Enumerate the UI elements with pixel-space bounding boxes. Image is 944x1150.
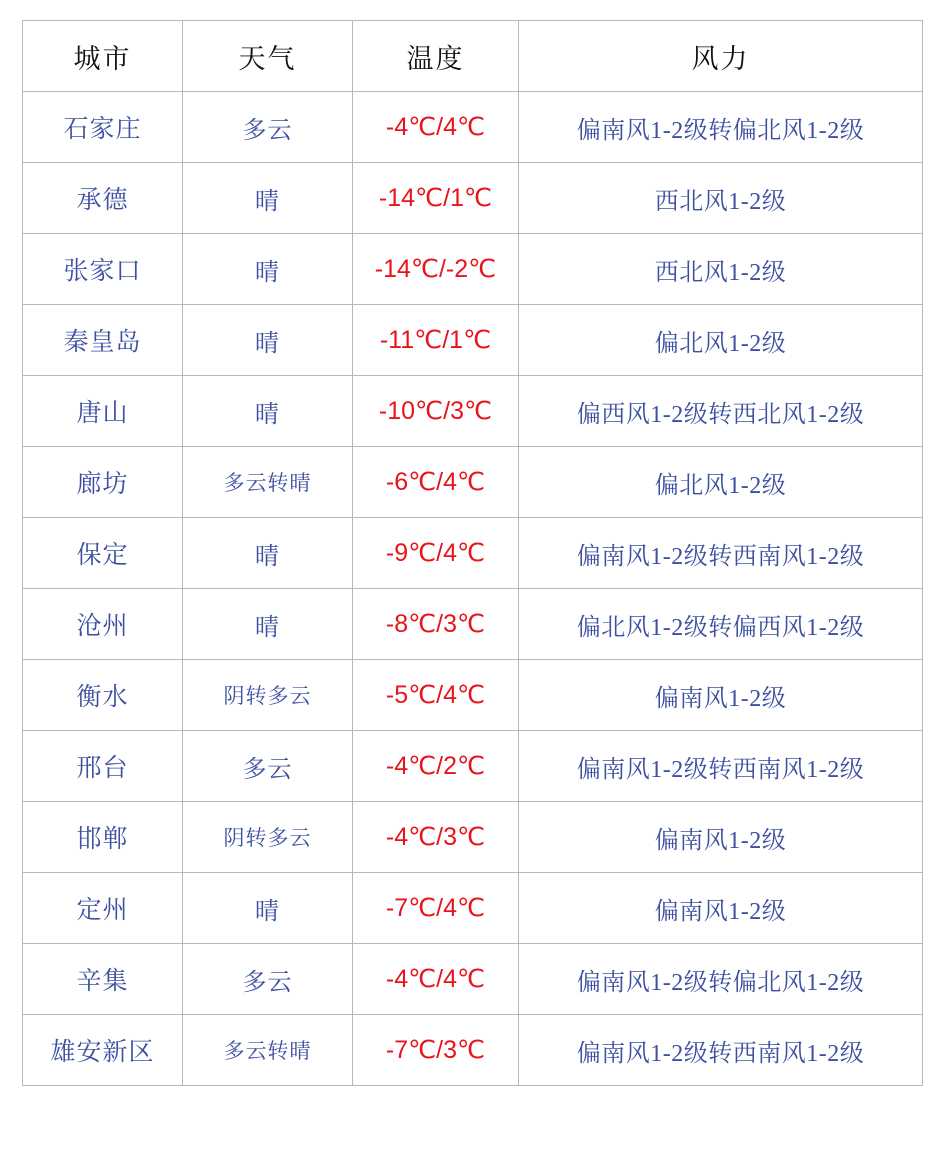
cell-city: 廊坊 — [23, 447, 183, 518]
cell-weather: 晴 — [183, 163, 353, 234]
cell-city: 沧州 — [23, 589, 183, 660]
cell-wind: 西北风1-2级 — [519, 234, 923, 305]
table-row — [23, 376, 923, 447]
table-header — [23, 21, 923, 92]
table-row — [23, 234, 923, 305]
cell-temperature: -5℃/4℃ — [353, 660, 519, 731]
cell-wind: 偏南风1-2级 — [519, 660, 923, 731]
cell-wind: 西北风1-2级 — [519, 163, 923, 234]
table-row — [23, 447, 923, 518]
cell-wind: 偏南风1-2级 — [519, 873, 923, 944]
cell-wind: 偏南风1-2级转西南风1-2级 — [519, 731, 923, 802]
cell-weather: 多云转晴 — [183, 1015, 353, 1086]
cell-wind: 偏南风1-2级 — [519, 802, 923, 873]
cell-weather: 多云 — [183, 944, 353, 1015]
cell-city: 定州 — [23, 873, 183, 944]
cell-weather: 阴转多云 — [183, 660, 353, 731]
column-header-weather: 天气 — [183, 21, 353, 92]
table-row — [23, 518, 923, 589]
cell-weather: 晴 — [183, 873, 353, 944]
cell-wind: 偏北风1-2级转偏西风1-2级 — [519, 589, 923, 660]
cell-wind: 偏北风1-2级 — [519, 305, 923, 376]
cell-wind: 偏南风1-2级转西南风1-2级 — [519, 1015, 923, 1086]
cell-temperature: -8℃/3℃ — [353, 589, 519, 660]
table-row — [23, 660, 923, 731]
table-row — [23, 944, 923, 1015]
cell-city: 辛集 — [23, 944, 183, 1015]
cell-temperature: -4℃/2℃ — [353, 731, 519, 802]
cell-weather: 多云转晴 — [183, 447, 353, 518]
cell-city: 承德 — [23, 163, 183, 234]
city-weather-table — [22, 20, 923, 1086]
cell-temperature: -10℃/3℃ — [353, 376, 519, 447]
table-row — [23, 305, 923, 376]
table-row — [23, 589, 923, 660]
cell-temperature: -4℃/3℃ — [353, 802, 519, 873]
cell-weather: 晴 — [183, 376, 353, 447]
cell-weather: 晴 — [183, 518, 353, 589]
cell-temperature: -6℃/4℃ — [353, 447, 519, 518]
cell-temperature: -7℃/3℃ — [353, 1015, 519, 1086]
cell-temperature: -4℃/4℃ — [353, 92, 519, 163]
cell-wind: 偏北风1-2级 — [519, 447, 923, 518]
cell-wind: 偏南风1-2级转偏北风1-2级 — [519, 944, 923, 1015]
cell-weather: 阴转多云 — [183, 802, 353, 873]
cell-wind: 偏西风1-2级转西北风1-2级 — [519, 376, 923, 447]
column-header-temperature: 温度 — [353, 21, 519, 92]
cell-city: 石家庄 — [23, 92, 183, 163]
cell-temperature: -11℃/1℃ — [353, 305, 519, 376]
cell-weather: 晴 — [183, 589, 353, 660]
cell-city: 秦皇岛 — [23, 305, 183, 376]
cell-temperature: -14℃/-2℃ — [353, 234, 519, 305]
cell-wind: 偏南风1-2级转偏北风1-2级 — [519, 92, 923, 163]
table-row — [23, 731, 923, 802]
cell-weather: 多云 — [183, 92, 353, 163]
cell-city: 唐山 — [23, 376, 183, 447]
table-row — [23, 92, 923, 163]
column-header-wind: 风力 — [519, 21, 923, 92]
cell-weather: 晴 — [183, 305, 353, 376]
table-row — [23, 1015, 923, 1086]
column-header-city: 城市 — [23, 21, 183, 92]
cell-city: 保定 — [23, 518, 183, 589]
table-header-row — [23, 21, 923, 92]
cell-city: 雄安新区 — [23, 1015, 183, 1086]
cell-temperature: -7℃/4℃ — [353, 873, 519, 944]
cell-weather: 多云 — [183, 731, 353, 802]
table-row — [23, 802, 923, 873]
cell-temperature: -4℃/4℃ — [353, 944, 519, 1015]
table-row — [23, 163, 923, 234]
cell-city: 衡水 — [23, 660, 183, 731]
cell-temperature: -14℃/1℃ — [353, 163, 519, 234]
cell-city: 张家口 — [23, 234, 183, 305]
cell-city: 邯郸 — [23, 802, 183, 873]
cell-temperature: -9℃/4℃ — [353, 518, 519, 589]
cell-weather: 晴 — [183, 234, 353, 305]
cell-wind: 偏南风1-2级转西南风1-2级 — [519, 518, 923, 589]
table-body — [23, 92, 923, 1086]
table-row — [23, 873, 923, 944]
cell-city: 邢台 — [23, 731, 183, 802]
